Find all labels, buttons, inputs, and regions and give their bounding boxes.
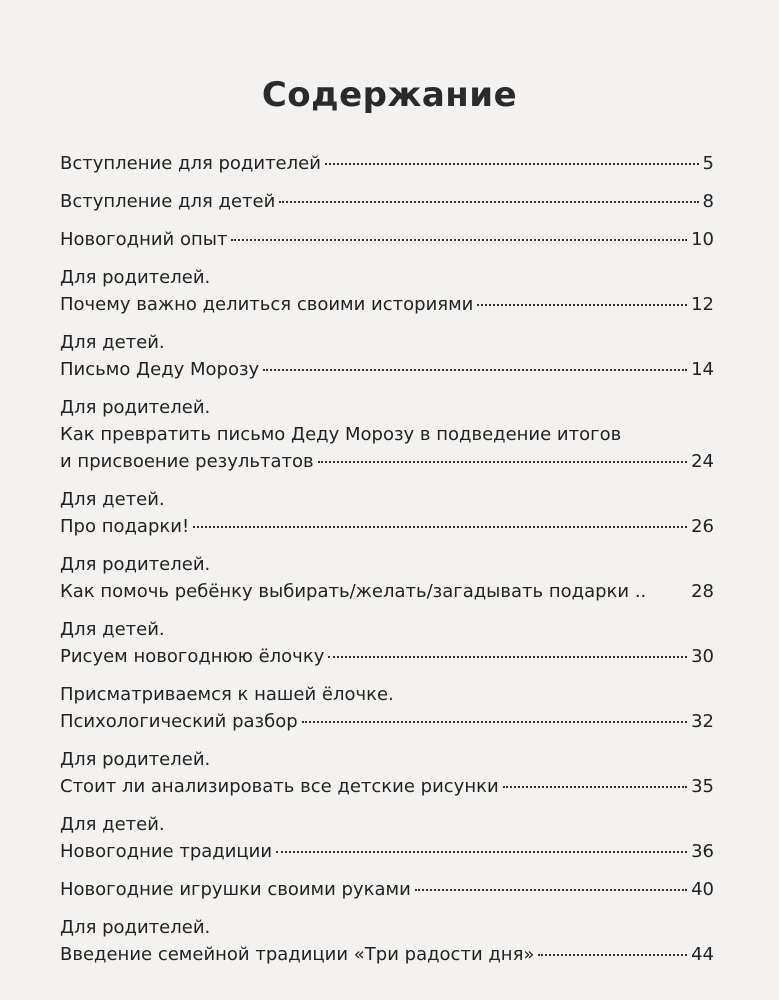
toc-entry-line	[60, 643, 714, 670]
toc-entry-heading: Как превратить письмо Деду Морозу в подведение итогов	[60, 424, 622, 445]
toc-entry-title: Как помочь ребёнку выбирать/желать/загадывать подарки ..	[60, 581, 647, 602]
toc-entry-line	[60, 838, 714, 865]
toc-entry-page-number: 24	[691, 451, 714, 472]
toc-entry-title: Новогодние игрушки своими руками	[60, 879, 411, 900]
toc-entry-heading: Для детей.	[60, 814, 165, 835]
toc-entry-title: Психологический разбор	[60, 711, 298, 732]
toc-entry-line	[60, 773, 714, 800]
toc-entry-page-number: 35	[691, 776, 714, 797]
toc-entry-title: и присвоение результатов	[60, 451, 314, 472]
toc-entry-line	[60, 513, 714, 540]
toc-entry-line	[60, 876, 714, 903]
toc-entry-title: Новогодние традиции	[60, 841, 273, 862]
table-of-contents	[60, 150, 714, 979]
toc-entry-heading: Для родителей.	[60, 554, 211, 575]
toc-entry	[60, 746, 714, 800]
toc-entry-page-number: 5	[702, 153, 714, 174]
toc-entry-heading: Для детей.	[60, 489, 165, 510]
toc-entry-page-number: 44	[691, 944, 714, 965]
toc-entry-page-number: 14	[691, 359, 714, 380]
dot-leader	[193, 526, 687, 528]
toc-entry	[60, 486, 714, 540]
toc-entry-page-number: 12	[691, 294, 714, 315]
toc-entry-title: Новогодний опыт	[60, 229, 228, 250]
toc-entry-page-number: 26	[691, 516, 714, 537]
toc-entry-line	[60, 941, 714, 968]
toc-entry-page-number: 10	[691, 229, 714, 250]
toc-entry	[60, 150, 714, 177]
toc-entry-heading: Для родителей.	[60, 749, 211, 770]
toc-entry-title: Про подарки!	[60, 516, 190, 537]
toc-entry	[60, 616, 714, 670]
dot-leader	[279, 201, 698, 203]
toc-entry-page-number: 32	[691, 711, 714, 732]
toc-entry	[60, 329, 714, 383]
toc-entry-title: Вступление для родителей	[60, 153, 321, 174]
toc-entry-line	[60, 291, 714, 318]
dot-leader	[325, 163, 699, 165]
toc-entry-page-number: 30	[691, 646, 714, 667]
toc-entry-heading: Для детей.	[60, 332, 165, 353]
toc-entry-line	[60, 150, 714, 177]
dot-leader	[538, 954, 687, 956]
toc-entry	[60, 188, 714, 215]
dot-leader	[477, 304, 687, 306]
toc-entry-line	[60, 448, 714, 475]
dot-leader	[503, 786, 687, 788]
toc-entry-page-number: 28	[691, 581, 714, 602]
toc-entry-heading: Для родителей.	[60, 267, 211, 288]
toc-entry	[60, 876, 714, 903]
toc-entry	[60, 914, 714, 968]
toc-entry-title: Стоит ли анализировать все детские рисунки	[60, 776, 499, 797]
toc-entry-line	[60, 226, 714, 253]
toc-entry-title: Вступление для детей	[60, 191, 276, 212]
dot-leader	[231, 239, 687, 241]
toc-entry	[60, 226, 714, 253]
toc-entry-heading: Присматриваемся к нашей ёлочке.	[60, 684, 394, 705]
dot-leader	[318, 461, 687, 463]
toc-entry-line	[60, 356, 714, 383]
dot-leader	[263, 369, 687, 371]
toc-entry-title: Почему важно делиться своими историями	[60, 294, 474, 315]
toc-entry	[60, 551, 714, 605]
toc-entry-heading: Для детей.	[60, 619, 165, 640]
dot-leader	[276, 851, 687, 853]
toc-entry-heading: Для родителей.	[60, 397, 211, 418]
toc-entry-page-number: 40	[691, 879, 714, 900]
toc-entry	[60, 264, 714, 318]
toc-entry-page-number: 36	[691, 841, 714, 862]
toc-entry-line	[60, 708, 714, 735]
toc-entry-title: Введение семейной традиции «Три радости дня»	[60, 944, 535, 965]
toc-entry-line	[60, 188, 714, 215]
page-title: Содержание	[261, 75, 518, 115]
dot-leader	[328, 656, 687, 658]
toc-entry-heading: Для родителей.	[60, 917, 211, 938]
toc-entry-line	[60, 578, 714, 605]
dot-leader	[415, 889, 687, 891]
toc-entry-title: Письмо Деду Морозу	[60, 359, 260, 380]
toc-entry	[60, 811, 714, 865]
toc-entry	[60, 394, 714, 475]
toc-entry-page-number: 8	[702, 191, 714, 212]
toc-entry	[60, 681, 714, 735]
dot-leader	[302, 721, 687, 723]
toc-entry-title: Рисуем новогоднюю ёлочку	[60, 646, 325, 667]
